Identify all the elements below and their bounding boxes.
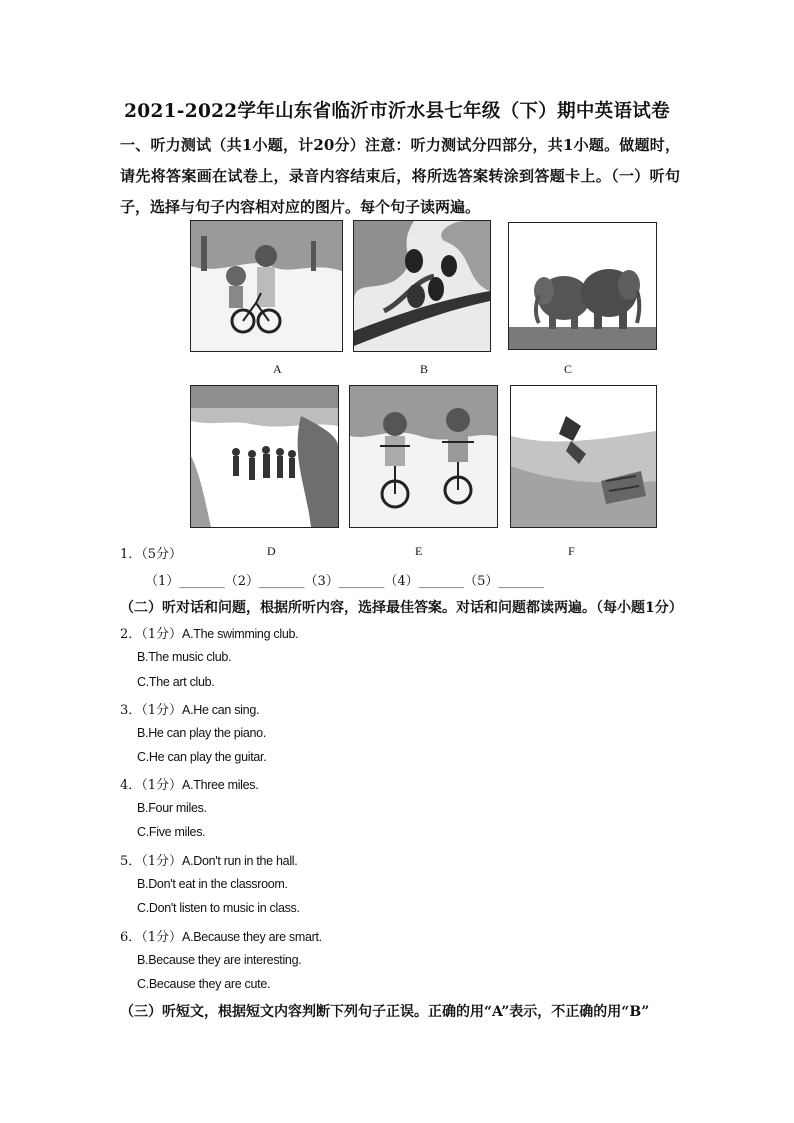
answer-blanks[interactable]: （1）_______（2）_______（3）_______（4）_______（5）_______ [145,574,544,589]
question-6-option-c[interactable]: C.Because they are cute. [137,977,271,991]
question-2 [120,623,298,642]
exam-title: 2021-2022学年山东省临沂市沂水县七年级（下）期中英语试卷 [124,101,670,122]
question-5-head: 5．（1分） [120,854,183,869]
elephants-image [509,223,656,349]
question-2-option-b[interactable]: B.The music club. [137,650,232,664]
question-4-option-a[interactable]: A.Three miles. [182,778,259,792]
question-4-option-b[interactable]: B.Four miles. [137,801,207,815]
question-3-head: 3．（1分） [120,703,183,718]
picture-c [508,222,657,350]
kids-bicycle-image [191,221,342,351]
question-6-head: 6．（1分） [120,930,183,945]
picture-f [510,385,657,528]
question-4-head: 4．（1分） [120,778,183,793]
question-3-option-b[interactable]: B.He can play the piano. [137,726,267,740]
picture-d [190,385,339,528]
picture-label-a: A [273,362,282,376]
question-4-option-c[interactable]: C.Five miles. [137,825,206,839]
question-6 [120,926,322,945]
question-5-option-c[interactable]: C.Don't listen to music in class. [137,901,300,915]
question-2-option-c[interactable]: C.The art club. [137,675,215,689]
girls-cycling-image [350,386,497,527]
picture-label-f: F [568,544,575,558]
section-3-instructions: （三）听短文，根据短文内容判断下列句子正误。正确的用“A”表示，不正确的用“B” [120,1004,650,1020]
question-1-head: 1．（5分） [120,547,183,562]
picture-a [190,220,343,352]
question-3-option-a[interactable]: A.He can sing. [182,703,260,717]
question-6-option-a[interactable]: A.Because they are smart. [182,930,322,944]
picture-b [353,220,491,352]
people-walking-image [191,386,338,527]
question-5 [120,850,297,869]
picture-label-e: E [415,544,423,558]
listening-instructions: 一、听力测试（共1小题，计20分）注意：听力测试分四部分，共1小题。做题时，请先将答案画在试卷上，录音内容结束后，将所选答案转涂到答题卡上。（一）听句子，选择与句子内容相对应的图片。每个句子读两遍。 [120,136,680,216]
picture-label-b: B [420,362,429,376]
picture-label-d: D [267,544,276,558]
swimming-image [511,386,656,527]
question-4 [120,774,258,793]
question-3 [120,699,259,718]
picture-label-c: C [564,362,573,376]
picture-e [349,385,498,528]
question-5-option-a[interactable]: A.Don't run in the hall. [182,854,298,868]
question-5-option-b[interactable]: B.Don't eat in the classroom. [137,877,288,891]
birds-branch-image [354,221,490,351]
question-2-option-a[interactable]: A.The swimming club. [182,627,299,641]
question-6-option-b[interactable]: B.Because they are interesting. [137,953,302,967]
question-3-option-c[interactable]: C.He can play the guitar. [137,750,267,764]
question-2-head: 2．（1分） [120,627,183,642]
section-2-instructions: （二）听对话和问题，根据所听内容，选择最佳答案。对话和问题都读两遍。（每小题1分） [120,600,683,616]
